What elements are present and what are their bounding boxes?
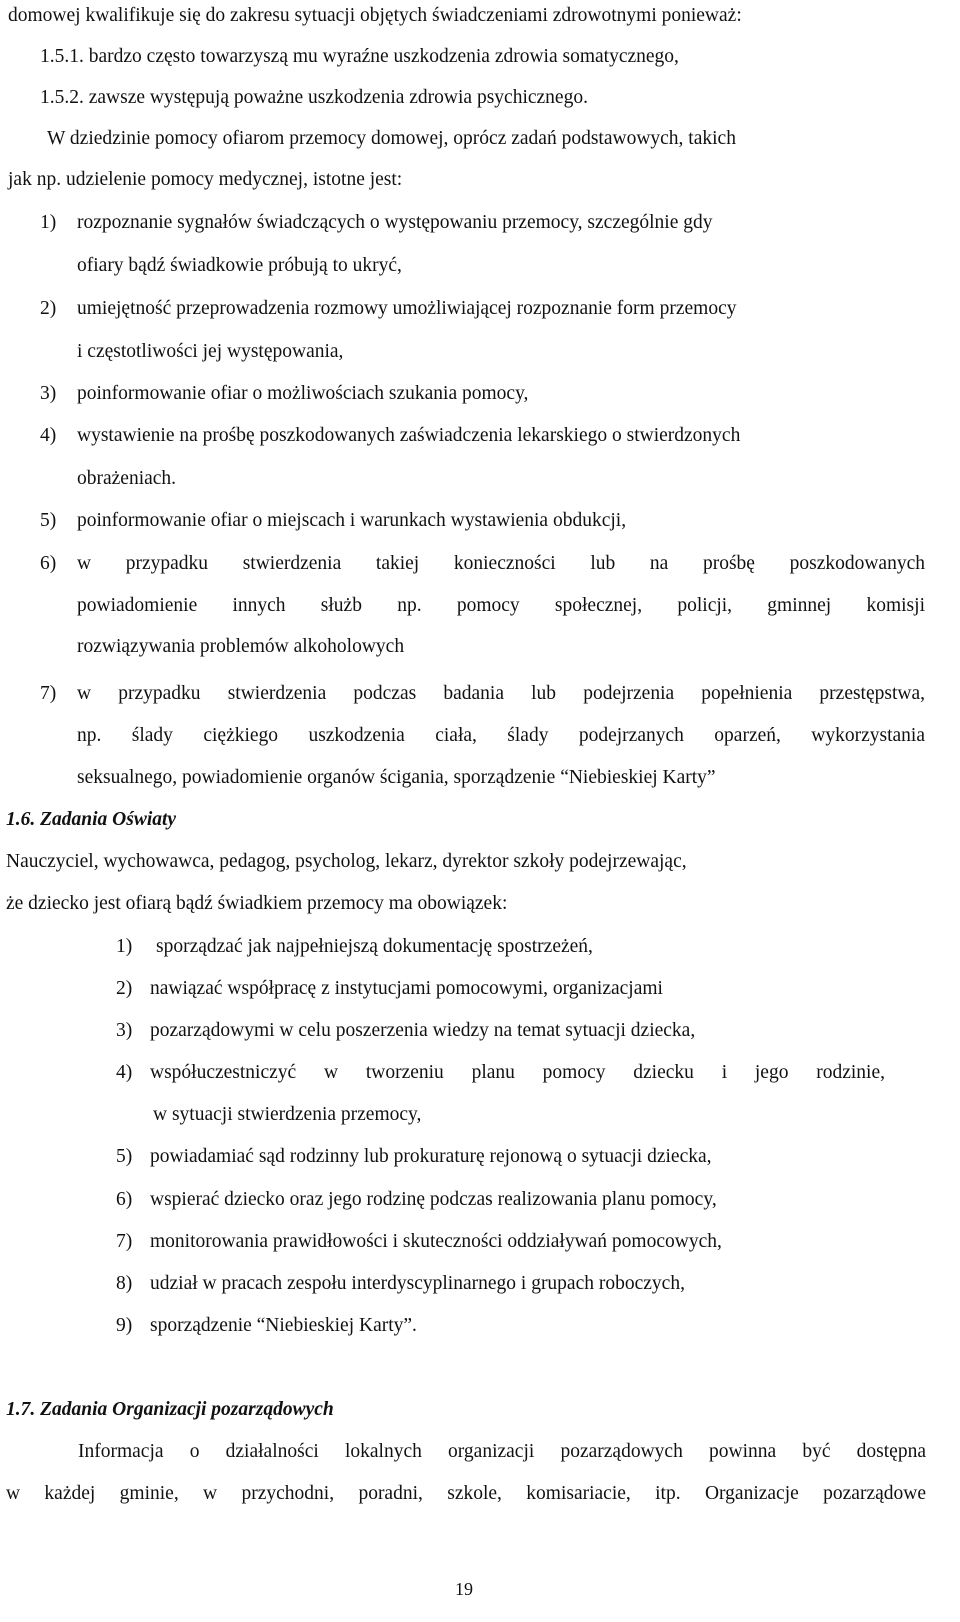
list-item-text: powiadamiać sąd rodzinny lub prokuraturę rejonową o sytuacji dziecka, [150,1146,712,1167]
page-number: 19 [455,1579,473,1599]
list-item-text: i częstotliwości jej występowania, [77,341,344,362]
list-item-number: 5) [40,510,57,531]
list-item-number: 3) [116,1020,133,1041]
list-item-text: poinformowanie ofiar o możliwościach szukania pomocy, [77,383,529,404]
list-item-text: w przypadku stwierdzenia podczas badania lub podejrzenia popełnienia przestępstwa, [77,683,925,704]
paragraph-line: W dziedzinie pomocy ofiarom przemocy domowej, oprócz zadań podstawowych, takich [47,128,736,149]
list-item-text: wystawienie na prośbę poszkodowanych zaświadczenia lekarskiego o stwierdzonych [77,425,741,446]
list-item-text: poinformowanie ofiar o miejscach i warunkach wystawienia obdukcji, [77,510,627,531]
paragraph-line: Nauczyciel, wychowawca, pedagog, psycholog, lekarz, dyrektor szkoły podejrzewając, [6,851,687,872]
paragraph-line: jak np. udzielenie pomocy medycznej, istotne jest: [8,169,403,190]
section-heading: 1.7. Zadania Organizacji pozarządowych [6,1399,334,1420]
list-item-text: obrażeniach. [77,468,177,489]
list-item-text: udział w pracach zespołu interdyscyplinarnego i grupach roboczych, [150,1273,685,1294]
list-item-text: umiejętność przeprowadzenia rozmowy umożliwiającej rozpoznanie form przemocy [77,298,737,319]
sub-item-1-5-1: 1.5.1. bardzo często towarzyszą mu wyraźne uszkodzenia zdrowia somatycznego, [40,46,679,67]
list-item-number: 3) [40,383,57,404]
list-item-text: np. ślady ciężkiego uszkodzenia ciała, ślady podejrzanych oparzeń, wykorzystania [77,725,925,746]
list-item-number: 7) [40,683,57,704]
list-item-number: 6) [40,553,57,574]
list-item-text: sporządzać jak najpełniejszą dokumentację spostrzeżeń, [156,936,593,957]
sub-item-1-5-2: 1.5.2. zawsze występują poważne uszkodzenia zdrowia psychicznego. [40,87,588,108]
paragraph-line: w każdej gminie, w przychodni, poradni, szkole, komisariacie, itp. Organizacje pozarządowe [6,1483,926,1504]
list-item-number: 2) [40,298,57,319]
list-item-text: rozpoznanie sygnałów świadczących o występowaniu przemocy, szczególnie gdy [77,212,713,233]
list-item-text: wspierać dziecko oraz jego rodzinę podczas realizowania planu pomocy, [150,1189,717,1210]
list-item-text: rozwiązywania problemów alkoholowych [77,636,405,657]
list-item-text: w przypadku stwierdzenia takiej konieczności lub na prośbę poszkodowanych [77,553,925,574]
section-heading: 1.6. Zadania Oświaty [6,809,177,830]
list-item-text: monitorowania prawidłowości i skuteczności oddziaływań pomocowych, [150,1231,722,1252]
list-item-text: pozarządowymi w celu poszerzenia wiedzy na temat sytuacji dziecka, [150,1020,696,1041]
intro-line: domowej kwalifikuje się do zakresu sytuacji objętych świadczeniami zdrowotnymi ponieważ: [8,5,742,26]
list-item-number: 1) [40,212,57,233]
list-item-number: 7) [116,1231,133,1252]
list-item-text: współuczestniczyć w tworzeniu planu pomocy dziecku i jego rodzinie, [150,1062,885,1083]
list-item-number: 9) [116,1315,133,1336]
paragraph-line: Informacja o działalności lokalnych organizacji pozarządowych powinna być dostępna [78,1441,926,1462]
list-item-number: 8) [116,1273,133,1294]
list-item-text: seksualnego, powiadomienie organów ścigania, sporządzenie “Niebieskiej Karty” [77,767,716,788]
list-item-text: nawiązać współpracę z instytucjami pomocowymi, organizacjami [150,978,663,999]
list-item-text: powiadomienie innych służb np. pomocy społecznej, policji, gminnej komisji [77,595,925,616]
list-item-number: 6) [116,1189,133,1210]
list-item-text: ofiary bądź świadkowie próbują to ukryć, [77,255,402,276]
list-item-number: 1) [116,936,133,957]
list-item-number: 4) [116,1062,133,1083]
paragraph-line: że dziecko jest ofiarą bądź świadkiem przemocy ma obowiązek: [6,893,508,914]
list-item-number: 5) [116,1146,133,1167]
list-item-number: 2) [116,978,133,999]
list-item-text: sporządzenie “Niebieskiej Karty”. [150,1315,417,1336]
list-item-text: w sytuacji stwierdzenia przemocy, [153,1104,422,1125]
list-item-number: 4) [40,425,57,446]
